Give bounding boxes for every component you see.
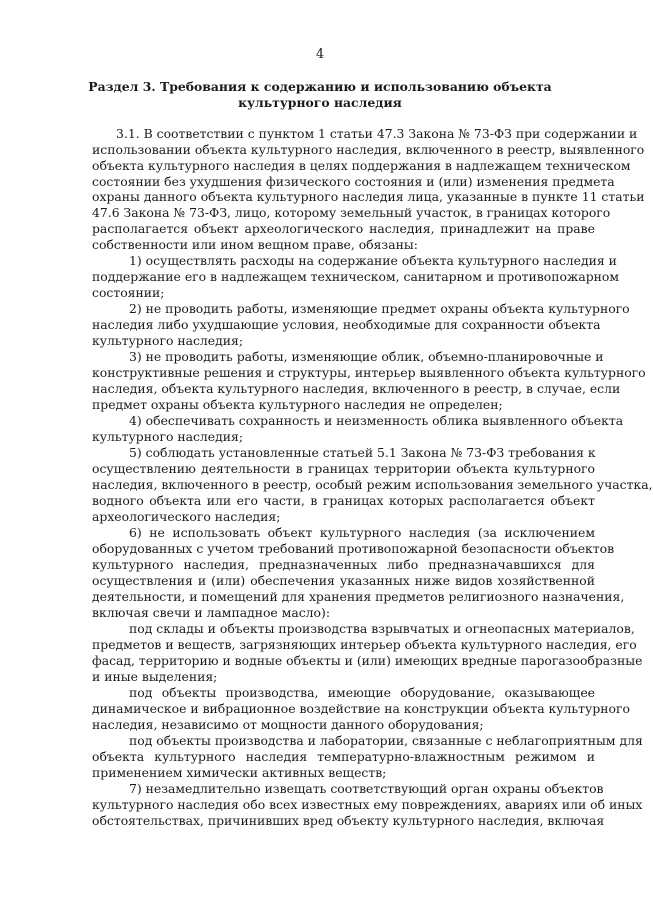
text-line: 4) обеспечивать сохранность и неизменность облика выявленного объекта bbox=[129, 413, 624, 428]
text-line: фасад, территорию и водные объекты и (или) имеющих вредные парогазообразные bbox=[92, 653, 643, 668]
text-line: наследия, объекта культурного наследия, включенного в реестр, в случае, если bbox=[92, 381, 621, 396]
text-line: конструктивные решения и структуры, интерьер выявленного объекта культурного bbox=[92, 365, 646, 380]
text-line: 1) осуществлять расходы на содержание объекта культурного наследия и bbox=[129, 253, 617, 268]
text-line: наследия либо ухудшающие условия, необходимые для сохранности объекта bbox=[92, 317, 601, 332]
text-line: осуществлению деятельности в границах территории объекта культурного bbox=[92, 461, 595, 476]
text-line: культурного наследия обо всех известных ему повреждениях, авариях или об иных bbox=[92, 797, 643, 812]
text-line: обстоятельствах, причинивших вред объекту культурного наследия, включая bbox=[92, 813, 605, 828]
text-line: под объекты производства и лаборатории, связанные с неблагоприятным для bbox=[129, 733, 643, 748]
text-line: 5) соблюдать установленные статьей 5.1 Закона № 73-ФЗ требования к bbox=[129, 445, 596, 460]
text-line: поддержание его в надлежащем техническом, санитарном и противопожарном bbox=[92, 269, 620, 284]
text-line: собственности или ином вещном праве, обязаны: bbox=[92, 237, 418, 252]
text-line: состоянии без ухудшения физического состояния и (или) изменения предмета bbox=[92, 174, 615, 189]
text-line: 6) не использовать объект культурного наследия (за исключением bbox=[129, 525, 595, 540]
text-line: предмет охраны объекта культурного наследия не определен; bbox=[92, 397, 503, 412]
text-line: предметов и веществ, загрязняющих интерьер объекта культурного наследия, его bbox=[92, 637, 637, 652]
text-line: динамическое и вибрационное воздействие на конструкции объекта культурного bbox=[92, 701, 630, 716]
text-line: культурного наследия, предназначенных либо предназначавшихся для bbox=[92, 557, 595, 572]
text-line: под объекты производства, имеющие оборудование, оказывающее bbox=[129, 685, 595, 700]
text-line: культурного наследия; bbox=[92, 333, 244, 348]
text-line: состоянии; bbox=[92, 285, 165, 300]
text-line: включая свечи и лампадное масло): bbox=[92, 605, 331, 620]
text-line: 47.6 Закона № 73-ФЗ, лицо, которому земельный участок, в границах которого bbox=[92, 205, 611, 220]
text-line: 7) незамедлительно извещать соответствующий орган охраны объектов bbox=[129, 781, 604, 796]
page-number: 4 bbox=[315, 47, 325, 62]
text-line: водного объекта или его части, в границах которых располагается объект bbox=[92, 493, 595, 508]
text-line: 2) не проводить работы, изменяющие предмет охраны объекта культурного bbox=[129, 301, 630, 316]
text-line: осуществления и (или) обеспечения указанных ниже видов хозяйственной bbox=[92, 573, 595, 588]
text-line: наследия, включенного в реестр, особый режим использования земельного участка, bbox=[92, 477, 653, 492]
text-line: 3.1. В соответствии с пунктом 1 статьи 47.3 Закона № 73-ФЗ при содержании и bbox=[116, 126, 638, 141]
text-line: наследия, независимо от мощности данного оборудования; bbox=[92, 717, 484, 732]
text-line: деятельности, и помещений для хранения предметов религиозного назначения, bbox=[92, 589, 625, 604]
text-line: использовании объекта культурного наследия, включенного в реестр, выявленного bbox=[92, 142, 645, 157]
section-heading-line-1: Раздел 3. Требования к содержанию и использованию объекта bbox=[88, 79, 552, 94]
text-line: объекта культурного наследия в целях поддержания в надлежащем техническом bbox=[92, 158, 631, 173]
text-line: охраны данного объекта культурного наследия лица, указанные в пункте 11 статьи bbox=[92, 189, 645, 204]
text-line: располагается объект археологического наследия, принадлежит на праве bbox=[92, 221, 595, 236]
text-line: применением химически активных веществ; bbox=[92, 765, 387, 780]
text-line: культурного наследия; bbox=[92, 429, 244, 444]
text-line: под склады и объекты производства взрывчатых и огнеопасных материалов, bbox=[129, 621, 635, 636]
text-line: объекта культурного наследия температурно-влажностным режимом и bbox=[92, 749, 595, 764]
text-line: оборудованных с учетом требований противопожарной безопасности объектов bbox=[92, 541, 615, 556]
section-heading-line-2: культурного наследия bbox=[238, 95, 402, 110]
text-line: и иные выделения; bbox=[92, 669, 218, 684]
text-line: археологического наследия; bbox=[92, 509, 281, 524]
text-line: 3) не проводить работы, изменяющие облик, объемно-планировочные и bbox=[129, 349, 604, 364]
